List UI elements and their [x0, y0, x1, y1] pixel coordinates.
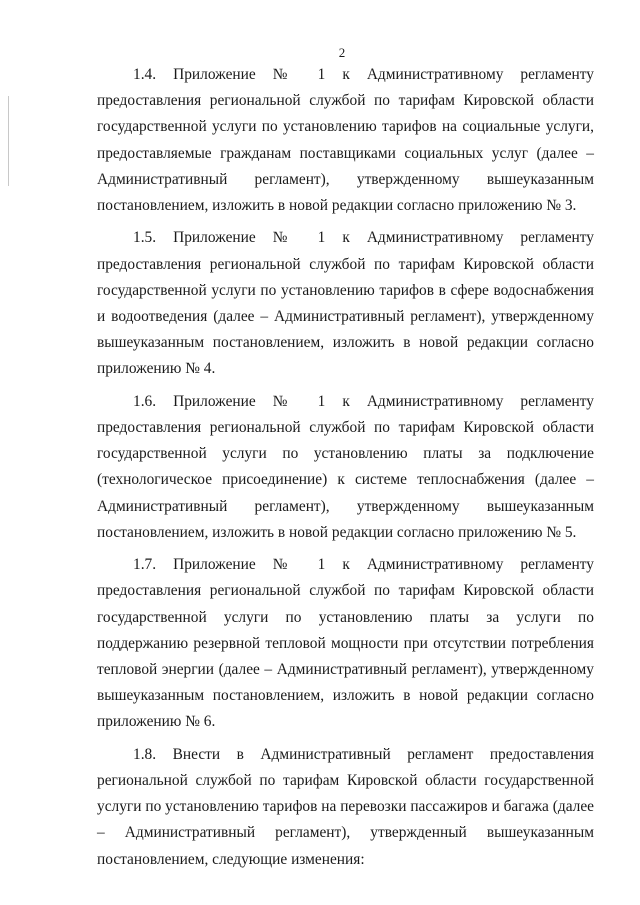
- paragraph-1-6: 1.6. Приложение № 1 к Административному регламенту предоставления региональной службой по тарифам Кировской области государственной услуги по установлению платы за подключение (технологическое присоединение) к системе теплоснабжения (далее – Административный регламент), утвержденному вышеуказанным постановлением, изложить в новой редакции согласно приложению № 5.: [97, 392, 594, 541]
- paragraph-1-8: 1.8. Внести в Административный регламент предоставления региональной службой по тарифам Кировской области государственной услуги по установлению тарифов на перевозки пассажиров и багажа (далее – Административный регламент), утвержденный вышеуказанным постановлением, следующие изменения:: [97, 745, 594, 868]
- paragraph-1-7: 1.7. Приложение № 1 к Административному регламенту предоставления региональной службой по тарифам Кировской области государственной услуги по установлению платы за услуги по поддержанию резервной тепловой мощности при отсутствии потребления тепловой энергии (далее – Административный регламент), утвержденному вышеуказанным постановлением, изложить в новой редакции согласно приложению № 6.: [97, 556, 594, 731]
- document-body: [97, 62, 594, 873]
- paragraph-1-5: 1.5. Приложение № 1 к Административному регламенту предоставления региональной службой по тарифам Кировской области государственной услуги по установлению тарифов в сфере водоснабжения и водоотведения (далее – Административный регламент), утвержденному вышеуказанным постановлением, изложить в новой редакции согласно приложению № 4.: [97, 229, 594, 378]
- paragraph-1-4: 1.4. Приложение № 1 к Административному регламенту предоставления региональной службой по тарифам Кировской области государственной услуги по установлению тарифов на социальные услуги, предоставляемые гражданам поставщиками социальных услуг (далее – Административный регламент), утвержденному вышеуказанным постановлением, изложить в новой редакции согласно приложению № 3.: [97, 66, 594, 215]
- scan-margin-mark: [8, 96, 9, 186]
- page-number: 2: [338, 45, 346, 60]
